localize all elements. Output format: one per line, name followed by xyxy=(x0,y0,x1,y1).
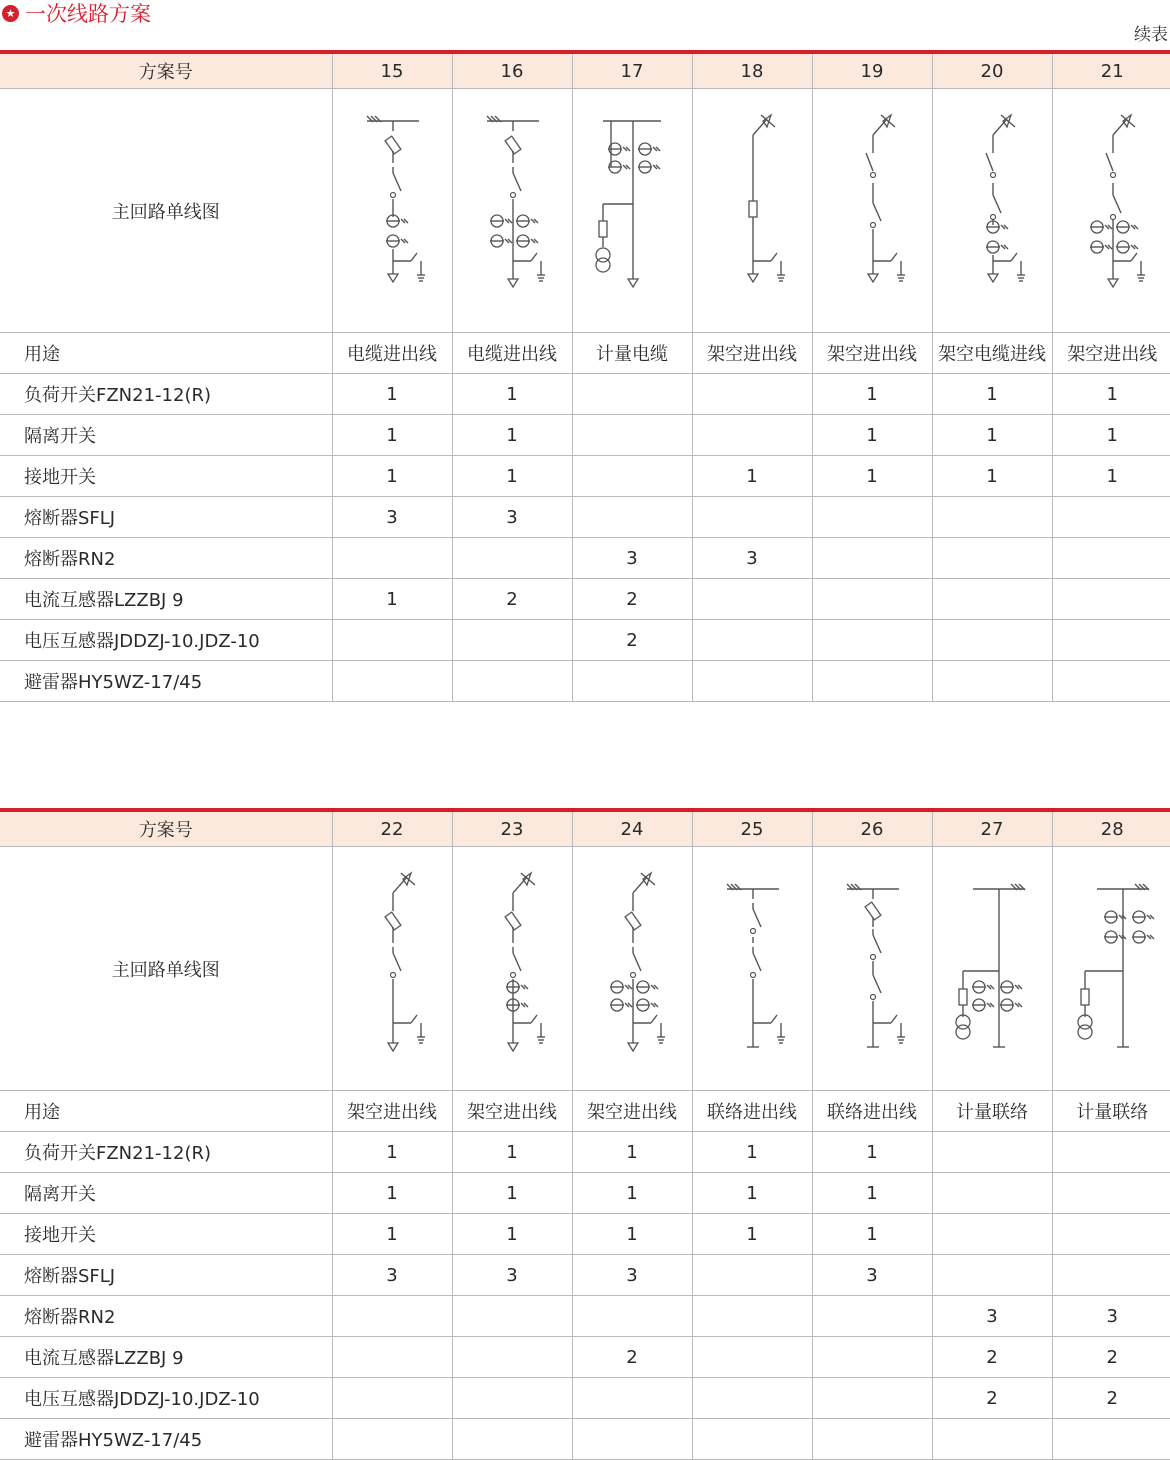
quantity-cell xyxy=(332,1296,452,1337)
quantity-cell: 3 xyxy=(332,497,452,538)
quantity-cell: 1 xyxy=(692,456,812,497)
quantity-cell xyxy=(1052,497,1170,538)
usage-cell: 联络进出线 xyxy=(692,1091,812,1132)
component-row xyxy=(0,374,1170,415)
usage-label: 用途 xyxy=(0,333,332,374)
quantity-cell xyxy=(452,1378,572,1419)
scheme-number: 23 xyxy=(452,810,572,847)
component-label: 负荷开关FZN21-12(R) xyxy=(0,1132,332,1173)
quantity-cell: 1 xyxy=(692,1214,812,1255)
component-label: 熔断器RN2 xyxy=(0,538,332,579)
quantity-cell xyxy=(692,497,812,538)
diagram-row xyxy=(0,89,1170,333)
scheme-number: 27 xyxy=(932,810,1052,847)
quantity-cell: 1 xyxy=(332,1214,452,1255)
quantity-cell: 2 xyxy=(452,579,572,620)
quantity-cell xyxy=(332,538,452,579)
quantity-cell xyxy=(452,661,572,702)
quantity-cell xyxy=(572,374,692,415)
diagram-row xyxy=(0,847,1170,1091)
diagram-label: 主回路单线图 xyxy=(0,847,332,1091)
quantity-cell xyxy=(692,374,812,415)
quantity-cell: 1 xyxy=(332,415,452,456)
single-line-diagram-22 xyxy=(333,847,453,1090)
quantity-cell: 1 xyxy=(812,415,932,456)
component-label: 接地开关 xyxy=(0,456,332,497)
quantity-cell xyxy=(812,1296,932,1337)
component-row xyxy=(0,661,1170,702)
component-label: 避雷器HY5WZ-17/45 xyxy=(0,1419,332,1460)
usage-cell: 架空进出线 xyxy=(572,1091,692,1132)
component-label: 接地开关 xyxy=(0,1214,332,1255)
quantity-cell: 1 xyxy=(572,1173,692,1214)
quantity-cell: 1 xyxy=(332,1173,452,1214)
component-row xyxy=(0,456,1170,497)
quantity-cell: 1 xyxy=(1052,415,1170,456)
quantity-cell: 1 xyxy=(1052,456,1170,497)
quantity-cell: 1 xyxy=(452,1214,572,1255)
quantity-cell: 1 xyxy=(452,374,572,415)
component-row xyxy=(0,620,1170,661)
usage-row xyxy=(0,333,1170,374)
quantity-cell xyxy=(572,1419,692,1460)
component-row xyxy=(0,1255,1170,1296)
diagram-cell xyxy=(452,89,572,333)
quantity-cell xyxy=(692,1255,812,1296)
quantity-cell xyxy=(572,456,692,497)
quantity-cell: 1 xyxy=(452,1173,572,1214)
quantity-cell: 1 xyxy=(1052,374,1170,415)
quantity-cell xyxy=(932,1132,1052,1173)
diagram-cell xyxy=(332,89,452,333)
component-label: 熔断器RN2 xyxy=(0,1296,332,1337)
quantity-cell xyxy=(812,497,932,538)
diagram-cell xyxy=(812,89,932,333)
single-line-diagram-16 xyxy=(453,89,573,332)
usage-cell: 架空电缆进线 xyxy=(932,333,1052,374)
quantity-cell: 1 xyxy=(812,456,932,497)
diagram-cell xyxy=(812,847,932,1091)
component-label: 隔离开关 xyxy=(0,1173,332,1214)
single-line-diagram-21 xyxy=(1053,89,1170,332)
single-line-diagram-17 xyxy=(573,89,693,332)
component-label: 负荷开关FZN21-12(R) xyxy=(0,374,332,415)
component-label: 熔断器SFLJ xyxy=(0,1255,332,1296)
scheme-number: 19 xyxy=(812,52,932,89)
usage-cell: 计量电缆 xyxy=(572,333,692,374)
single-line-diagram-24 xyxy=(573,847,693,1090)
quantity-cell xyxy=(1052,579,1170,620)
diagram-cell xyxy=(692,847,812,1091)
quantity-cell: 1 xyxy=(812,374,932,415)
quantity-cell xyxy=(932,620,1052,661)
single-line-diagram-20 xyxy=(933,89,1053,332)
quantity-cell: 2 xyxy=(932,1337,1052,1378)
quantity-cell xyxy=(572,415,692,456)
quantity-cell xyxy=(932,1255,1052,1296)
component-row xyxy=(0,497,1170,538)
diagram-cell xyxy=(932,847,1052,1091)
quantity-cell xyxy=(692,620,812,661)
scheme-number: 21 xyxy=(1052,52,1170,89)
diagram-cell xyxy=(452,847,572,1091)
quantity-cell: 2 xyxy=(572,620,692,661)
scheme-number: 22 xyxy=(332,810,452,847)
scheme-table-2 xyxy=(0,808,1170,1460)
scheme-number-row xyxy=(0,52,1170,89)
quantity-cell xyxy=(812,620,932,661)
single-line-diagram-27 xyxy=(933,847,1053,1090)
component-label: 熔断器SFLJ xyxy=(0,497,332,538)
scheme-number-row xyxy=(0,810,1170,847)
scheme-number-label: 方案号 xyxy=(0,810,332,847)
scheme-number: 25 xyxy=(692,810,812,847)
component-label: 电压互感器JDDZJ-10.JDZ-10 xyxy=(0,620,332,661)
scheme-number-label: 方案号 xyxy=(0,52,332,89)
single-line-diagram-15 xyxy=(333,89,453,332)
usage-cell: 联络进出线 xyxy=(812,1091,932,1132)
component-label: 隔离开关 xyxy=(0,415,332,456)
diagram-label: 主回路单线图 xyxy=(0,89,332,333)
quantity-cell: 1 xyxy=(572,1214,692,1255)
quantity-cell xyxy=(1052,1214,1170,1255)
component-row xyxy=(0,1173,1170,1214)
diagram-cell xyxy=(332,847,452,1091)
star-icon: ★ xyxy=(2,5,19,22)
quantity-cell: 3 xyxy=(572,538,692,579)
component-row xyxy=(0,1132,1170,1173)
component-row xyxy=(0,1337,1170,1378)
usage-cell: 架空进出线 xyxy=(1052,333,1170,374)
component-row xyxy=(0,1378,1170,1419)
quantity-cell xyxy=(812,661,932,702)
usage-cell: 电缆进出线 xyxy=(452,333,572,374)
quantity-cell xyxy=(452,1337,572,1378)
usage-cell: 计量联络 xyxy=(932,1091,1052,1132)
quantity-cell: 3 xyxy=(332,1255,452,1296)
quantity-cell xyxy=(452,538,572,579)
quantity-cell: 3 xyxy=(1052,1296,1170,1337)
scheme-number: 26 xyxy=(812,810,932,847)
quantity-cell: 3 xyxy=(572,1255,692,1296)
quantity-cell: 1 xyxy=(812,1173,932,1214)
quantity-cell: 1 xyxy=(812,1132,932,1173)
quantity-cell: 3 xyxy=(452,497,572,538)
quantity-cell xyxy=(332,1419,452,1460)
quantity-cell xyxy=(452,620,572,661)
quantity-cell: 1 xyxy=(932,456,1052,497)
usage-cell: 架空进出线 xyxy=(332,1091,452,1132)
quantity-cell xyxy=(572,661,692,702)
scheme-number: 16 xyxy=(452,52,572,89)
quantity-cell: 1 xyxy=(932,374,1052,415)
quantity-cell xyxy=(812,1337,932,1378)
quantity-cell xyxy=(332,1378,452,1419)
quantity-cell xyxy=(812,538,932,579)
single-line-diagram-25 xyxy=(693,847,813,1090)
single-line-diagram-18 xyxy=(693,89,813,332)
quantity-cell: 1 xyxy=(332,456,452,497)
component-row xyxy=(0,1214,1170,1255)
component-label: 电流互感器LZZBJ 9 xyxy=(0,1337,332,1378)
quantity-cell: 1 xyxy=(692,1173,812,1214)
component-row xyxy=(0,415,1170,456)
usage-label: 用途 xyxy=(0,1091,332,1132)
quantity-cell: 1 xyxy=(932,415,1052,456)
quantity-cell xyxy=(932,538,1052,579)
single-line-diagram-19 xyxy=(813,89,933,332)
quantity-cell xyxy=(1052,1132,1170,1173)
scheme-number: 17 xyxy=(572,52,692,89)
scheme-number: 28 xyxy=(1052,810,1170,847)
quantity-cell: 1 xyxy=(452,456,572,497)
quantity-cell xyxy=(932,1419,1052,1460)
quantity-cell xyxy=(692,1378,812,1419)
usage-cell: 计量联络 xyxy=(1052,1091,1170,1132)
component-label: 电压互感器JDDZJ-10.JDZ-10 xyxy=(0,1378,332,1419)
single-line-diagram-26 xyxy=(813,847,933,1090)
quantity-cell xyxy=(692,1337,812,1378)
quantity-cell: 1 xyxy=(332,579,452,620)
component-row xyxy=(0,1419,1170,1460)
quantity-cell xyxy=(932,497,1052,538)
component-row xyxy=(0,1296,1170,1337)
single-line-diagram-28 xyxy=(1053,847,1170,1090)
component-row xyxy=(0,538,1170,579)
quantity-cell: 3 xyxy=(452,1255,572,1296)
diagram-cell xyxy=(1052,847,1170,1091)
quantity-cell: 3 xyxy=(932,1296,1052,1337)
component-label: 避雷器HY5WZ-17/45 xyxy=(0,661,332,702)
single-line-diagram-23 xyxy=(453,847,573,1090)
diagram-cell xyxy=(1052,89,1170,333)
quantity-cell xyxy=(452,1419,572,1460)
diagram-cell xyxy=(932,89,1052,333)
quantity-cell: 3 xyxy=(812,1255,932,1296)
quantity-cell xyxy=(572,1378,692,1419)
usage-cell: 架空进出线 xyxy=(692,333,812,374)
usage-row xyxy=(0,1091,1170,1132)
quantity-cell xyxy=(1052,661,1170,702)
quantity-cell xyxy=(812,1378,932,1419)
quantity-cell xyxy=(332,620,452,661)
component-row xyxy=(0,579,1170,620)
quantity-cell xyxy=(332,661,452,702)
diagram-cell xyxy=(572,89,692,333)
quantity-cell xyxy=(332,1337,452,1378)
quantity-cell: 2 xyxy=(932,1378,1052,1419)
quantity-cell xyxy=(572,1296,692,1337)
quantity-cell xyxy=(932,1173,1052,1214)
quantity-cell xyxy=(1052,1419,1170,1460)
quantity-cell: 1 xyxy=(332,374,452,415)
quantity-cell xyxy=(692,661,812,702)
scheme-number: 18 xyxy=(692,52,812,89)
quantity-cell xyxy=(932,1214,1052,1255)
quantity-cell xyxy=(1052,620,1170,661)
quantity-cell: 1 xyxy=(572,1132,692,1173)
quantity-cell: 1 xyxy=(452,415,572,456)
quantity-cell: 2 xyxy=(572,579,692,620)
quantity-cell xyxy=(692,1419,812,1460)
usage-cell: 架空进出线 xyxy=(452,1091,572,1132)
scheme-table-1 xyxy=(0,50,1170,702)
quantity-cell xyxy=(1052,538,1170,579)
quantity-cell: 2 xyxy=(572,1337,692,1378)
quantity-cell xyxy=(1052,1173,1170,1214)
section-title xyxy=(2,0,151,26)
quantity-cell xyxy=(932,579,1052,620)
quantity-cell xyxy=(812,579,932,620)
quantity-cell xyxy=(692,415,812,456)
quantity-cell xyxy=(692,1296,812,1337)
quantity-cell: 1 xyxy=(812,1214,932,1255)
quantity-cell xyxy=(452,1296,572,1337)
quantity-cell xyxy=(1052,1255,1170,1296)
usage-cell: 电缆进出线 xyxy=(332,333,452,374)
quantity-cell: 1 xyxy=(452,1132,572,1173)
quantity-cell xyxy=(692,579,812,620)
diagram-cell xyxy=(572,847,692,1091)
usage-cell: 架空进出线 xyxy=(812,333,932,374)
quantity-cell: 2 xyxy=(1052,1337,1170,1378)
section-title-text: 一次线路方案 xyxy=(25,2,151,26)
quantity-cell: 2 xyxy=(1052,1378,1170,1419)
continued-label: 续表 xyxy=(1134,25,1168,45)
quantity-cell: 3 xyxy=(692,538,812,579)
scheme-number: 20 xyxy=(932,52,1052,89)
quantity-cell xyxy=(812,1419,932,1460)
quantity-cell: 1 xyxy=(332,1132,452,1173)
scheme-number: 24 xyxy=(572,810,692,847)
quantity-cell xyxy=(572,497,692,538)
quantity-cell xyxy=(932,661,1052,702)
component-label: 电流互感器LZZBJ 9 xyxy=(0,579,332,620)
quantity-cell: 1 xyxy=(692,1132,812,1173)
diagram-cell xyxy=(692,89,812,333)
scheme-number: 15 xyxy=(332,52,452,89)
